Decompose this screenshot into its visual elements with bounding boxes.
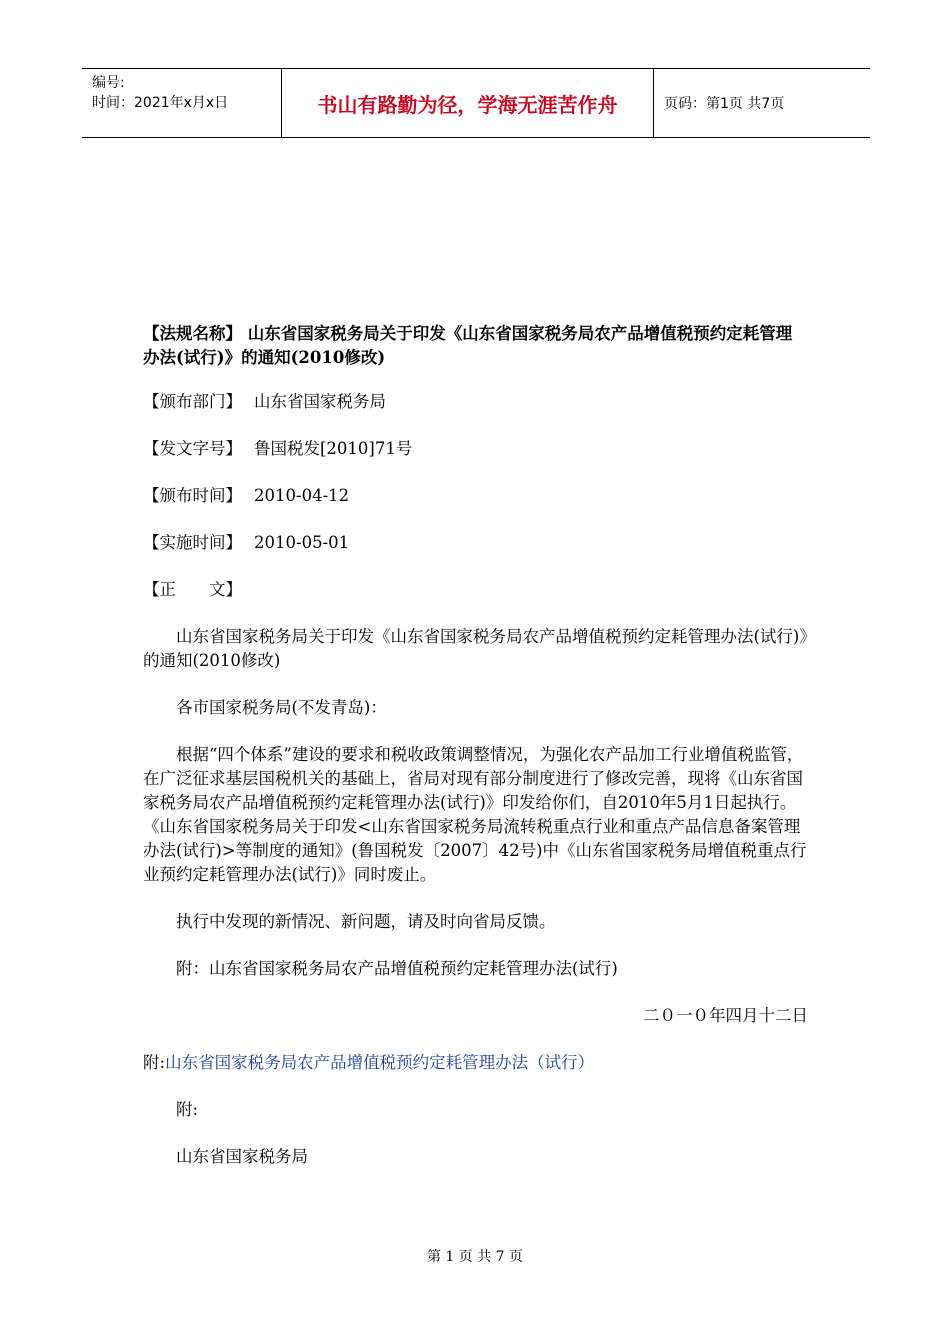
paragraph: 根据“四个体系”建设的要求和税收政策调整情况，为强化农产品加工行业增值税监管，在广泛征求基层国税机关的基础上，省局对现有部分制度进行了修改完善，现将《山东省国家税务局农产品增值税预约定耗管理办法(试行)》印发给你们，自2010年5月1日起执行。《山东省国家税务局关于印发<山东省国家税务局流转税重点行业和重点产品信息备案管理办法(试行)>等制度的通知》(鲁国税发〔2007〕42号)中《山东省国家税务局增值税重点行业预约定耗管理办法(试行)》同时废止。 <box>143 745 807 884</box>
issuer: 山东省国家税务局 <box>176 1147 308 1166</box>
header-page-info: 页码：第1页 共7页 <box>664 96 785 112</box>
doc-title-label: 【法规名称】 <box>143 324 242 343</box>
meta-label: 【颁布部门】 <box>143 392 242 411</box>
meta-department <box>143 390 808 414</box>
header-meta <box>82 69 282 137</box>
body-label: 【正 文】 <box>143 580 242 599</box>
header-motto: 书山有路勤为径，学海无涯苦作舟 <box>282 69 654 137</box>
meta-issue-date <box>143 484 808 508</box>
attachment-link[interactable]: 山东省国家税务局农产品增值税预约定耗管理办法（试行） <box>165 1053 595 1072</box>
doc-date: 二０一０年四月十二日 <box>643 1006 808 1025</box>
meta-label: 【发文字号】 <box>143 439 242 458</box>
doc-title <box>143 322 808 370</box>
attachment-label: 附: <box>176 1100 199 1119</box>
meta-value: 2010-05-01 <box>254 533 350 552</box>
document-body <box>143 322 808 1192</box>
header-date: 时间：2021年x月x日 <box>92 95 229 111</box>
meta-label: 【颁布时间】 <box>143 486 242 505</box>
doc-title-text: 山东省国家税务局关于印发《山东省国家税务局农产品增值税预约定耗管理办法(试行)》的通知(2010修改) <box>143 324 793 367</box>
paragraph: 执行中发现的新情况、新问题，请及时向省局反馈。 <box>176 912 556 931</box>
meta-value: 鲁国税发[2010]71号 <box>254 439 413 458</box>
meta-value: 2010-04-12 <box>254 486 350 505</box>
page-footer: 第 1 页 共 7 页 <box>426 1249 524 1265</box>
paragraph: 山东省国家税务局关于印发《山东省国家税务局农产品增值税预约定耗管理办法(试行)》的通知(2010修改) <box>143 627 808 670</box>
header-number: 编号: <box>92 75 125 91</box>
attachment-prefix: 附: <box>143 1053 166 1072</box>
paragraph: 各市国家税务局(不发青岛)： <box>176 698 387 717</box>
meta-label: 【实施时间】 <box>143 533 242 552</box>
meta-doc-number <box>143 437 808 461</box>
meta-value: 山东省国家税务局 <box>254 392 386 411</box>
attachment-line <box>143 1051 808 1075</box>
meta-effective-date <box>143 531 808 555</box>
page-header <box>82 68 870 138</box>
paragraph: 附：山东省国家税务局农产品增值税预约定耗管理办法(试行) <box>176 959 618 978</box>
